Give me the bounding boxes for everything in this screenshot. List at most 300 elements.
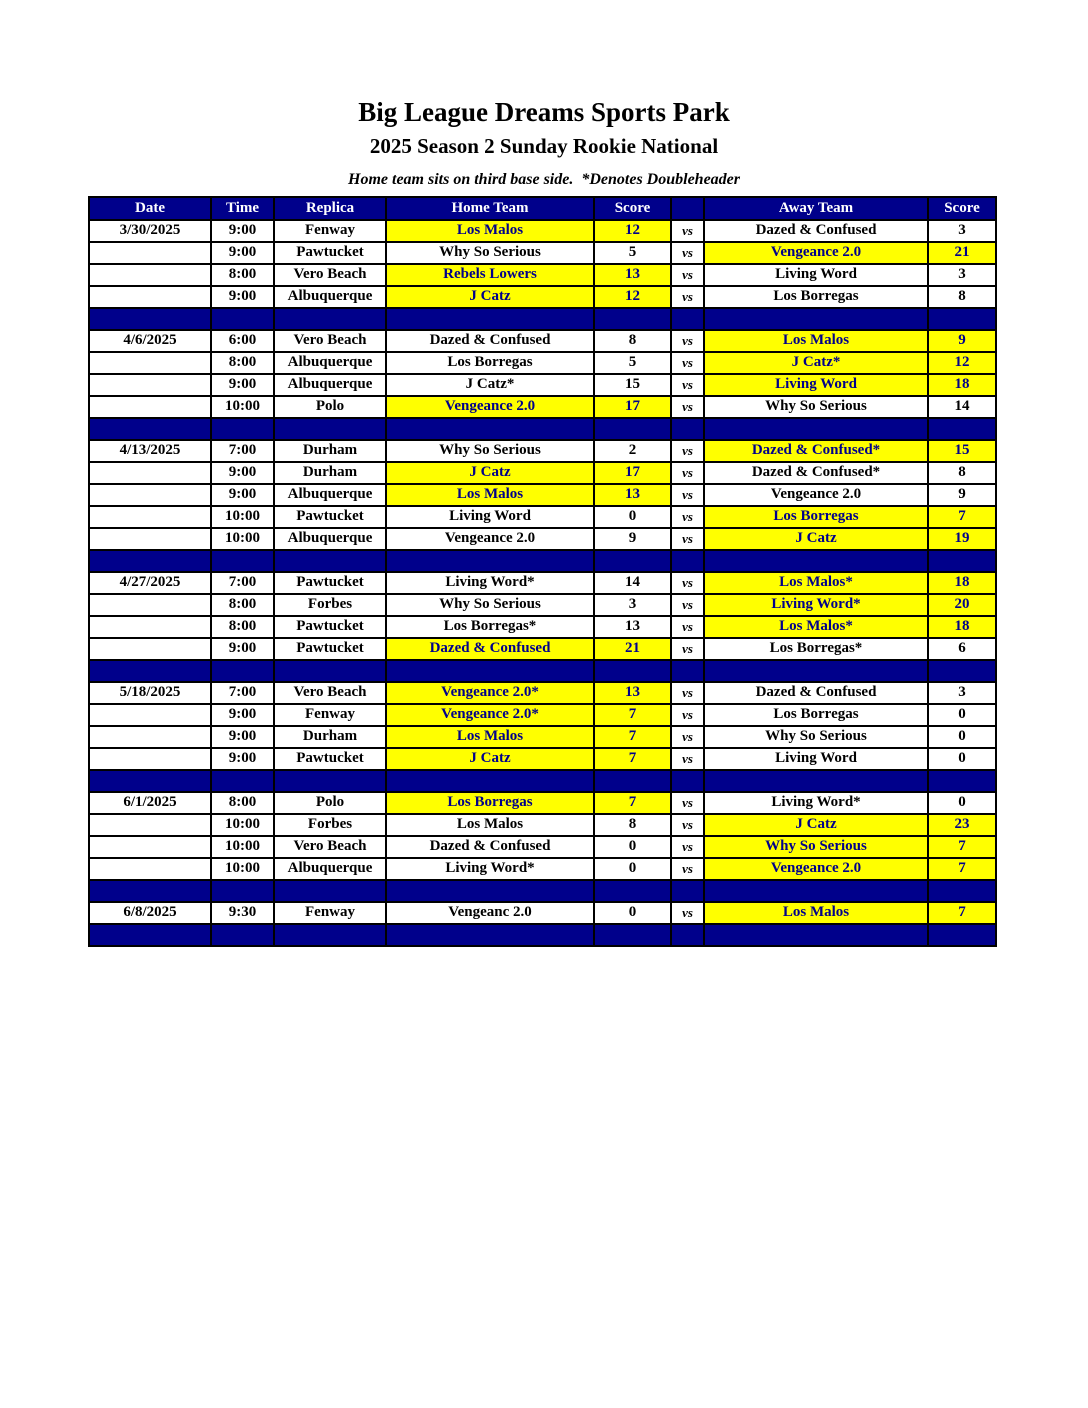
separator-cell	[671, 770, 704, 792]
replica-cell: Pawtucket	[274, 616, 386, 638]
home-score-cell: 12	[594, 286, 671, 308]
time-cell: 9:00	[211, 220, 274, 242]
date-cell	[89, 638, 211, 660]
home-team-cell: Los Malos	[386, 814, 594, 836]
away-score-cell: 0	[928, 792, 996, 814]
time-cell: 9:00	[211, 462, 274, 484]
separator-cell	[274, 418, 386, 440]
home-score-cell: 7	[594, 792, 671, 814]
time-cell: 9:00	[211, 638, 274, 660]
vs-label: vs	[671, 704, 704, 726]
vs-label: vs	[671, 616, 704, 638]
home-score-cell: 0	[594, 836, 671, 858]
time-cell: 9:00	[211, 242, 274, 264]
away-score-cell: 9	[928, 330, 996, 352]
time-cell: 10:00	[211, 858, 274, 880]
away-score-cell: 7	[928, 902, 996, 924]
separator-cell	[928, 660, 996, 682]
game-row	[89, 220, 996, 242]
separator-cell	[928, 550, 996, 572]
separator-cell	[274, 660, 386, 682]
date-cell	[89, 264, 211, 286]
replica-cell: Fenway	[274, 220, 386, 242]
schedule-body	[89, 220, 996, 946]
home-team-cell: Los Malos	[386, 726, 594, 748]
home-score-cell: 0	[594, 902, 671, 924]
home-score-cell: 7	[594, 726, 671, 748]
replica-cell: Durham	[274, 462, 386, 484]
time-cell: 6:00	[211, 330, 274, 352]
home-score-cell: 0	[594, 858, 671, 880]
game-row	[89, 506, 996, 528]
away-score-cell: 0	[928, 726, 996, 748]
separator-row	[89, 418, 996, 440]
replica-cell: Forbes	[274, 814, 386, 836]
away-team-cell: Dazed & Confused*	[704, 440, 928, 462]
away-score-cell: 20	[928, 594, 996, 616]
home-team-cell: J Catz	[386, 462, 594, 484]
away-score-cell: 21	[928, 242, 996, 264]
separator-cell	[594, 550, 671, 572]
home-team-cell: Los Borregas*	[386, 616, 594, 638]
separator-cell	[274, 924, 386, 946]
separator-cell	[671, 660, 704, 682]
col-header-vs	[671, 197, 704, 220]
date-cell	[89, 704, 211, 726]
date-cell	[89, 748, 211, 770]
vs-label: vs	[671, 242, 704, 264]
time-cell: 9:30	[211, 902, 274, 924]
separator-cell	[671, 308, 704, 330]
vs-label: vs	[671, 682, 704, 704]
away-team-cell: Living Word*	[704, 792, 928, 814]
replica-cell: Pawtucket	[274, 506, 386, 528]
away-team-cell: Los Malos	[704, 902, 928, 924]
away-score-cell: 6	[928, 638, 996, 660]
time-cell: 8:00	[211, 264, 274, 286]
vs-label: vs	[671, 374, 704, 396]
game-row	[89, 440, 996, 462]
replica-cell: Polo	[274, 396, 386, 418]
vs-label: vs	[671, 396, 704, 418]
separator-cell	[211, 660, 274, 682]
time-cell: 9:00	[211, 484, 274, 506]
away-team-cell: Why So Serious	[704, 726, 928, 748]
replica-cell: Pawtucket	[274, 572, 386, 594]
separator-cell	[594, 308, 671, 330]
home-team-cell: Los Malos	[386, 484, 594, 506]
home-team-cell: Los Borregas	[386, 792, 594, 814]
schedule-table	[88, 196, 997, 947]
replica-cell: Albuquerque	[274, 352, 386, 374]
away-team-cell: Why So Serious	[704, 836, 928, 858]
date-cell	[89, 352, 211, 374]
separator-cell	[928, 924, 996, 946]
vs-label: vs	[671, 792, 704, 814]
home-score-cell: 3	[594, 594, 671, 616]
away-score-cell: 18	[928, 572, 996, 594]
replica-cell: Albuquerque	[274, 858, 386, 880]
away-score-cell: 8	[928, 462, 996, 484]
separator-cell	[274, 880, 386, 902]
separator-cell	[594, 770, 671, 792]
away-score-cell: 12	[928, 352, 996, 374]
home-team-cell: Los Malos	[386, 220, 594, 242]
away-team-cell: Vengeance 2.0	[704, 242, 928, 264]
separator-cell	[594, 880, 671, 902]
separator-cell	[704, 308, 928, 330]
away-team-cell: Los Malos*	[704, 572, 928, 594]
replica-cell: Pawtucket	[274, 638, 386, 660]
home-team-cell: Rebels Lowers	[386, 264, 594, 286]
separator-cell	[89, 924, 211, 946]
home-score-cell: 12	[594, 220, 671, 242]
time-cell: 8:00	[211, 616, 274, 638]
home-score-cell: 8	[594, 814, 671, 836]
game-row	[89, 242, 996, 264]
vs-label: vs	[671, 836, 704, 858]
home-team-cell: Why So Serious	[386, 440, 594, 462]
vs-label: vs	[671, 330, 704, 352]
away-score-cell: 0	[928, 748, 996, 770]
away-score-cell: 23	[928, 814, 996, 836]
time-cell: 10:00	[211, 836, 274, 858]
date-cell: 4/6/2025	[89, 330, 211, 352]
separator-cell	[89, 418, 211, 440]
home-score-cell: 17	[594, 396, 671, 418]
page-title: Big League Dreams Sports Park	[358, 97, 730, 127]
home-team-cell: Living Word*	[386, 858, 594, 880]
replica-cell: Albuquerque	[274, 528, 386, 550]
replica-cell: Durham	[274, 726, 386, 748]
vs-label: vs	[671, 528, 704, 550]
home-team-cell: Why So Serious	[386, 242, 594, 264]
game-row	[89, 594, 996, 616]
game-row	[89, 704, 996, 726]
away-team-cell: Living Word	[704, 374, 928, 396]
time-cell: 7:00	[211, 440, 274, 462]
home-team-cell: Dazed & Confused	[386, 836, 594, 858]
time-cell: 9:00	[211, 726, 274, 748]
home-score-cell: 7	[594, 748, 671, 770]
separator-row	[89, 308, 996, 330]
separator-cell	[594, 418, 671, 440]
date-cell	[89, 506, 211, 528]
home-score-cell: 13	[594, 616, 671, 638]
away-team-cell: Dazed & Confused	[704, 682, 928, 704]
separator-row	[89, 550, 996, 572]
away-score-cell: 18	[928, 374, 996, 396]
home-score-cell: 21	[594, 638, 671, 660]
home-team-cell: Vengeanc 2.0	[386, 902, 594, 924]
away-score-cell: 19	[928, 528, 996, 550]
away-score-cell: 7	[928, 858, 996, 880]
home-team-cell: Vengeance 2.0	[386, 528, 594, 550]
away-score-cell: 14	[928, 396, 996, 418]
page-note: Home team sits on third base side. *Denotes Doubleheader	[348, 170, 740, 188]
away-score-cell: 15	[928, 440, 996, 462]
game-row	[89, 374, 996, 396]
vs-label: vs	[671, 748, 704, 770]
separator-cell	[594, 660, 671, 682]
date-cell: 4/13/2025	[89, 440, 211, 462]
game-row	[89, 352, 996, 374]
home-team-cell: Vengeance 2.0	[386, 396, 594, 418]
vs-label: vs	[671, 902, 704, 924]
time-cell: 10:00	[211, 396, 274, 418]
separator-cell	[274, 550, 386, 572]
separator-cell	[274, 308, 386, 330]
vs-label: vs	[671, 726, 704, 748]
game-row	[89, 396, 996, 418]
home-score-cell: 7	[594, 704, 671, 726]
replica-cell: Forbes	[274, 594, 386, 616]
game-row	[89, 616, 996, 638]
home-team-cell: Dazed & Confused	[386, 330, 594, 352]
game-row	[89, 726, 996, 748]
away-team-cell: J Catz	[704, 814, 928, 836]
replica-cell: Vero Beach	[274, 682, 386, 704]
time-cell: 9:00	[211, 374, 274, 396]
home-score-cell: 13	[594, 264, 671, 286]
separator-cell	[386, 550, 594, 572]
col-header-away-score: Score	[928, 197, 996, 220]
document-header	[0, 0, 1088, 189]
replica-cell: Pawtucket	[274, 748, 386, 770]
separator-cell	[704, 550, 928, 572]
vs-label: vs	[671, 506, 704, 528]
away-team-cell: Los Borregas	[704, 286, 928, 308]
home-team-cell: Living Word*	[386, 572, 594, 594]
date-cell	[89, 616, 211, 638]
home-score-cell: 8	[594, 330, 671, 352]
game-row	[89, 286, 996, 308]
away-team-cell: J Catz	[704, 528, 928, 550]
game-row	[89, 902, 996, 924]
away-score-cell: 3	[928, 220, 996, 242]
game-row	[89, 638, 996, 660]
vs-label: vs	[671, 814, 704, 836]
separator-cell	[704, 770, 928, 792]
home-team-cell: J Catz	[386, 748, 594, 770]
away-team-cell: Vengeance 2.0	[704, 858, 928, 880]
away-team-cell: Los Borregas*	[704, 638, 928, 660]
away-score-cell: 7	[928, 836, 996, 858]
vs-label: vs	[671, 440, 704, 462]
game-row	[89, 264, 996, 286]
home-team-cell: Why So Serious	[386, 594, 594, 616]
separator-cell	[211, 880, 274, 902]
separator-cell	[386, 924, 594, 946]
separator-cell	[671, 880, 704, 902]
replica-cell: Albuquerque	[274, 484, 386, 506]
replica-cell: Durham	[274, 440, 386, 462]
vs-label: vs	[671, 594, 704, 616]
away-team-cell: Los Malos*	[704, 616, 928, 638]
separator-cell	[704, 418, 928, 440]
game-row	[89, 528, 996, 550]
date-cell: 6/1/2025	[89, 792, 211, 814]
home-score-cell: 5	[594, 242, 671, 264]
col-header-home-score: Score	[594, 197, 671, 220]
away-score-cell: 3	[928, 682, 996, 704]
date-cell	[89, 462, 211, 484]
game-row	[89, 484, 996, 506]
separator-cell	[211, 924, 274, 946]
away-score-cell: 9	[928, 484, 996, 506]
away-team-cell: Why So Serious	[704, 396, 928, 418]
separator-cell	[671, 550, 704, 572]
separator-cell	[671, 924, 704, 946]
vs-label: vs	[671, 352, 704, 374]
home-score-cell: 13	[594, 682, 671, 704]
home-team-cell: Vengeance 2.0*	[386, 682, 594, 704]
time-cell: 8:00	[211, 594, 274, 616]
replica-cell: Albuquerque	[274, 374, 386, 396]
separator-cell	[928, 770, 996, 792]
home-team-cell: Living Word	[386, 506, 594, 528]
home-score-cell: 15	[594, 374, 671, 396]
separator-cell	[211, 308, 274, 330]
date-cell	[89, 814, 211, 836]
separator-row	[89, 924, 996, 946]
separator-cell	[386, 880, 594, 902]
separator-cell	[386, 770, 594, 792]
separator-cell	[671, 418, 704, 440]
separator-cell	[928, 418, 996, 440]
separator-cell	[89, 770, 211, 792]
home-score-cell: 9	[594, 528, 671, 550]
col-header-date: Date	[89, 197, 211, 220]
replica-cell: Fenway	[274, 902, 386, 924]
home-team-cell: J Catz	[386, 286, 594, 308]
away-team-cell: Living Word*	[704, 594, 928, 616]
away-team-cell: Los Malos	[704, 330, 928, 352]
page-subtitle: 2025 Season 2 Sunday Rookie National	[369, 134, 719, 159]
away-score-cell: 0	[928, 704, 996, 726]
away-team-cell: Los Borregas	[704, 704, 928, 726]
separator-cell	[704, 924, 928, 946]
game-row	[89, 814, 996, 836]
separator-cell	[386, 418, 594, 440]
date-cell	[89, 726, 211, 748]
separator-cell	[386, 308, 594, 330]
replica-cell: Polo	[274, 792, 386, 814]
date-cell: 4/27/2025	[89, 572, 211, 594]
vs-label: vs	[671, 286, 704, 308]
time-cell: 10:00	[211, 506, 274, 528]
separator-cell	[704, 880, 928, 902]
time-cell: 7:00	[211, 572, 274, 594]
separator-row	[89, 770, 996, 792]
separator-cell	[928, 880, 996, 902]
replica-cell: Vero Beach	[274, 836, 386, 858]
away-team-cell: Los Borregas	[704, 506, 928, 528]
away-team-cell: J Catz*	[704, 352, 928, 374]
away-team-cell: Living Word	[704, 264, 928, 286]
date-cell: 5/18/2025	[89, 682, 211, 704]
home-score-cell: 17	[594, 462, 671, 484]
date-cell	[89, 594, 211, 616]
vs-label: vs	[671, 638, 704, 660]
game-row	[89, 330, 996, 352]
replica-cell: Pawtucket	[274, 242, 386, 264]
time-cell: 9:00	[211, 704, 274, 726]
away-team-cell: Dazed & Confused*	[704, 462, 928, 484]
game-row	[89, 462, 996, 484]
time-cell: 8:00	[211, 352, 274, 374]
vs-label: vs	[671, 462, 704, 484]
separator-cell	[274, 770, 386, 792]
separator-cell	[211, 550, 274, 572]
separator-cell	[594, 924, 671, 946]
vs-label: vs	[671, 264, 704, 286]
separator-cell	[89, 880, 211, 902]
date-cell	[89, 286, 211, 308]
home-team-cell: J Catz*	[386, 374, 594, 396]
col-header-time: Time	[211, 197, 274, 220]
time-cell: 9:00	[211, 748, 274, 770]
date-cell	[89, 528, 211, 550]
away-score-cell: 8	[928, 286, 996, 308]
replica-cell: Vero Beach	[274, 330, 386, 352]
home-score-cell: 13	[594, 484, 671, 506]
game-row	[89, 792, 996, 814]
vs-label: vs	[671, 858, 704, 880]
separator-cell	[386, 660, 594, 682]
separator-row	[89, 880, 996, 902]
schedule-header-row	[89, 197, 996, 220]
game-row	[89, 572, 996, 594]
date-cell	[89, 242, 211, 264]
replica-cell: Vero Beach	[274, 264, 386, 286]
home-score-cell: 0	[594, 506, 671, 528]
home-score-cell: 5	[594, 352, 671, 374]
away-score-cell: 3	[928, 264, 996, 286]
away-team-cell: Living Word	[704, 748, 928, 770]
col-header-home-team: Home Team	[386, 197, 594, 220]
time-cell: 7:00	[211, 682, 274, 704]
date-cell	[89, 396, 211, 418]
home-score-cell: 14	[594, 572, 671, 594]
time-cell: 10:00	[211, 814, 274, 836]
date-cell	[89, 858, 211, 880]
date-cell	[89, 836, 211, 858]
date-cell: 3/30/2025	[89, 220, 211, 242]
time-cell: 9:00	[211, 286, 274, 308]
time-cell: 8:00	[211, 792, 274, 814]
game-row	[89, 748, 996, 770]
date-cell	[89, 374, 211, 396]
home-team-cell: Vengeance 2.0*	[386, 704, 594, 726]
date-cell	[89, 484, 211, 506]
game-row	[89, 858, 996, 880]
separator-cell	[704, 660, 928, 682]
replica-cell: Fenway	[274, 704, 386, 726]
away-score-cell: 18	[928, 616, 996, 638]
away-team-cell: Dazed & Confused	[704, 220, 928, 242]
game-row	[89, 836, 996, 858]
col-header-away-team: Away Team	[704, 197, 928, 220]
separator-cell	[89, 550, 211, 572]
home-score-cell: 2	[594, 440, 671, 462]
date-cell: 6/8/2025	[89, 902, 211, 924]
separator-cell	[89, 660, 211, 682]
separator-row	[89, 660, 996, 682]
vs-label: vs	[671, 484, 704, 506]
separator-cell	[211, 418, 274, 440]
separator-cell	[89, 308, 211, 330]
